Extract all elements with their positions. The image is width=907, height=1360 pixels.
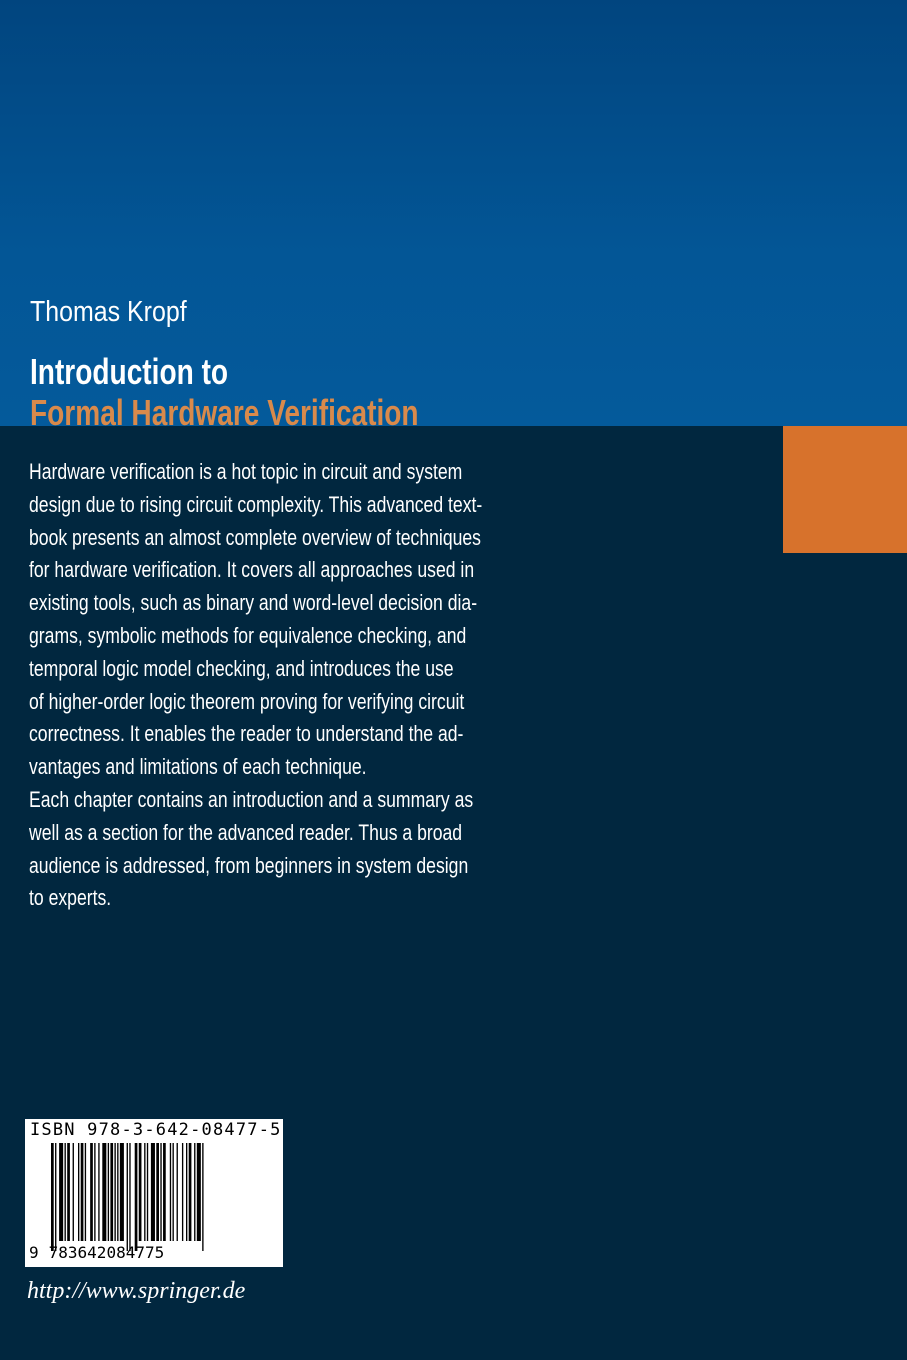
barcode-first-digit: 9	[29, 1243, 39, 1262]
barcode-bar	[114, 1143, 115, 1241]
isbn-barcode-box	[25, 1119, 283, 1267]
barcode-bar	[108, 1143, 109, 1241]
barcode-bar	[182, 1143, 183, 1241]
barcode-bar	[197, 1143, 201, 1241]
barcode-bar	[85, 1143, 86, 1241]
barcode-digits	[29, 1243, 164, 1262]
barcode-bar	[156, 1143, 159, 1241]
book-title-line2: Formal Hardware Verification	[30, 392, 419, 433]
barcode-bar	[163, 1143, 166, 1241]
isbn-label: ISBN 978-3-642-08477-5	[30, 1120, 282, 1140]
book-title-line1: Introduction to	[30, 351, 229, 392]
publisher-url[interactable]: http://www.springer.de	[27, 1278, 246, 1304]
blurb-line: for hardware verification. It covers all approaches used in	[29, 557, 475, 583]
barcode-bar	[147, 1143, 148, 1241]
barcode-bar	[139, 1143, 142, 1241]
barcode-bar	[177, 1143, 178, 1241]
barcode-bar	[78, 1143, 79, 1241]
barcode-number: 783642084775	[48, 1243, 165, 1262]
blurb-line: of higher-order logic theorem proving for verifying circuit	[29, 688, 465, 714]
barcode-bar	[144, 1143, 145, 1241]
blurb-line: Each chapter contains an introduction and a summary as	[29, 786, 474, 812]
orange-accent-block	[783, 426, 907, 553]
barcode-bar	[189, 1143, 192, 1241]
blurb-line: temporal logic model checking, and introduces the use	[29, 655, 454, 681]
barcode-bar	[51, 1143, 54, 1251]
blurb-line: book presents an almost complete overview of techniques	[29, 524, 481, 550]
barcode-bar	[129, 1143, 130, 1251]
blurb-line: correctness. It enables the reader to understand the ad-	[29, 721, 464, 747]
barcode-bar	[202, 1143, 203, 1251]
barcode-bar	[117, 1143, 118, 1241]
barcode-bar	[194, 1143, 195, 1241]
barcode-bar	[81, 1143, 84, 1241]
blurb-line: audience is addressed, from beginners in system design	[29, 852, 469, 878]
barcode-bar	[67, 1143, 70, 1241]
barcode-bar	[160, 1143, 161, 1241]
barcode-bar	[98, 1143, 99, 1241]
barcode-bar	[90, 1143, 93, 1241]
barcode-bar	[120, 1143, 124, 1241]
barcode-bar	[151, 1143, 155, 1241]
blurb-line: design due to rising circuit complexity. This advanced text-	[29, 491, 483, 517]
barcode-bar	[55, 1143, 56, 1251]
blurb-line: well as a section for the advanced reader. Thus a broad	[29, 819, 463, 845]
blurb-line: vantages and limitations of each technique.	[29, 754, 367, 780]
barcode-bar	[102, 1143, 106, 1241]
barcode-bar	[94, 1143, 95, 1241]
barcode-bar	[127, 1143, 128, 1251]
barcode-bar	[73, 1143, 74, 1241]
barcode-bar	[170, 1143, 171, 1241]
barcode-bar	[110, 1143, 113, 1241]
back-cover-blurb	[29, 456, 596, 915]
blurb-line: Hardware verification is a hot topic in circuit and system	[29, 459, 463, 484]
barcode-bar	[65, 1143, 66, 1241]
barcode-bar	[135, 1143, 138, 1251]
author-name: Thomas Kropf	[30, 296, 187, 328]
barcode-bar	[173, 1143, 174, 1241]
blurb-line: to experts.	[29, 885, 112, 911]
barcode-bar	[186, 1143, 187, 1241]
blurb-line: grams, symbolic methods for equivalence checking, and	[29, 622, 467, 648]
barcode-bar	[59, 1143, 63, 1241]
blurb-line: existing tools, such as binary and word-level decision dia-	[29, 590, 478, 616]
